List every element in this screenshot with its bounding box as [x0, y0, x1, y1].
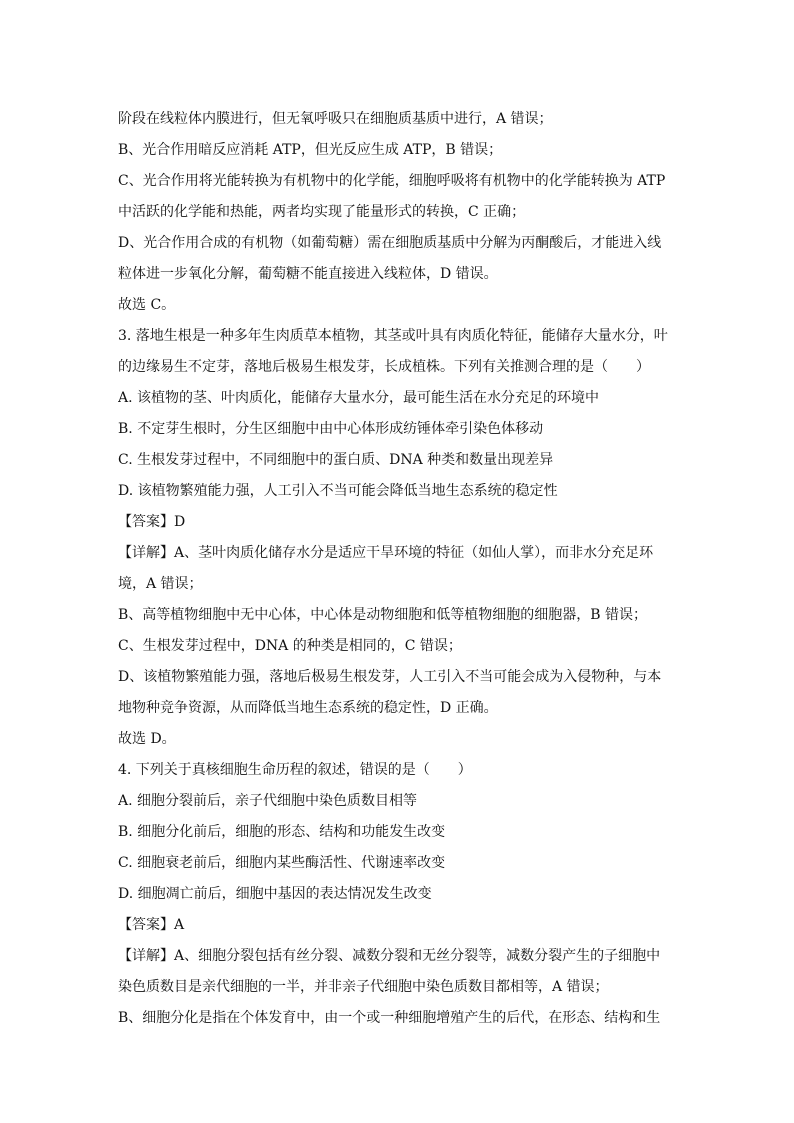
answer-line: 【答案】A	[118, 917, 185, 933]
explanation-line: D、该植物繁殖能力强，落地后极易生根发芽，人工引入不当可能会成为入侵物种，与本	[118, 669, 662, 685]
option-b: B. 细胞分化前后，细胞的形态、结构和功能发生改变	[118, 824, 446, 840]
explanation-line: 染色质数目是亲代细胞的一半，并非亲子代细胞中染色质数目都相等，A 错误；	[118, 979, 609, 995]
answer-line: 【答案】D	[118, 514, 186, 530]
conclusion-line: 故选 C。	[118, 297, 176, 313]
explanation-line: B、高等植物细胞中无中心体，中心体是动物细胞和低等植物细胞的细胞器，B 错误；	[118, 607, 648, 623]
explanation-line: 境，A 错误；	[118, 576, 203, 592]
option-a: A. 细胞分裂前后，亲子代细胞中染色质数目相等	[118, 793, 418, 809]
document-body	[118, 104, 678, 1034]
question-stem: 3. 落地生根是一种多年生肉质草本植物，其茎或叶具有肉质化特征，能储存大量水分，叶	[118, 328, 668, 344]
option-d: D. 细胞凋亡前后，细胞中基因的表达情况发生改变	[118, 886, 432, 902]
text-line: B、光合作用暗反应消耗 ATP，但光反应生成 ATP，B 错误；	[118, 142, 503, 158]
text-line: 粒体进一步氧化分解，葡萄糖不能直接进入线粒体，D 错误。	[118, 266, 498, 282]
option-a: A. 该植物的茎、叶肉质化，能储存大量水分，最可能生活在水分充足的环境中	[118, 390, 600, 406]
text-line: 阶段在线粒体内膜进行，但无氧呼吸只在细胞质基质中进行，A 错误；	[118, 111, 553, 127]
text-line: 中活跃的化学能和热能，两者均实现了能量形式的转换，C 正确；	[118, 204, 526, 220]
question-stem: 的边缘易生不定芽，落地后极易生根发芽，长成植株。下列有关推测合理的是（ ）	[118, 359, 650, 375]
option-c: C. 细胞衰老前后，细胞内某些酶活性、代谢速率改变	[118, 855, 446, 871]
text-line: C、光合作用将光能转换为有机物中的化学能，细胞呼吸将有机物中的化学能转换为 ATP	[118, 173, 666, 189]
option-d: D. 该植物繁殖能力强，人工引入不当可能会降低当地生态系统的稳定性	[118, 483, 558, 499]
text-line: D、光合作用合成的有机物（如葡萄糖）需在细胞质基质中分解为丙酮酸后，才能进入线	[118, 235, 662, 251]
explanation-line: 【详解】A、细胞分裂包括有丝分裂、减数分裂和无丝分裂等，减数分裂产生的子细胞中	[118, 948, 661, 964]
option-c: C. 生根发芽过程中，不同细胞中的蛋白质、DNA 种类和数量出现差异	[118, 452, 554, 468]
question-stem: 4. 下列关于真核细胞生命历程的叙述，错误的是（ ）	[118, 762, 472, 778]
explanation-line: 地物种竞争资源，从而降低当地生态系统的稳定性，D 正确。	[118, 700, 498, 716]
explanation-line: C、生根发芽过程中，DNA 的种类是相同的，C 错误；	[118, 638, 462, 654]
option-b: B. 不定芽生根时，分生区细胞中由中心体形成纺锤体牵引染色体移动	[118, 421, 544, 437]
conclusion-line: 故选 D。	[118, 731, 176, 747]
explanation-line: 【详解】A、茎叶肉质化储存水分是适应干旱环境的特征（如仙人掌），而非水分充足环	[118, 545, 654, 561]
explanation-line: B、细胞分化是指在个体发育中，由一个或一种细胞增殖产生的后代，在形态、结构和生	[118, 1010, 661, 1026]
